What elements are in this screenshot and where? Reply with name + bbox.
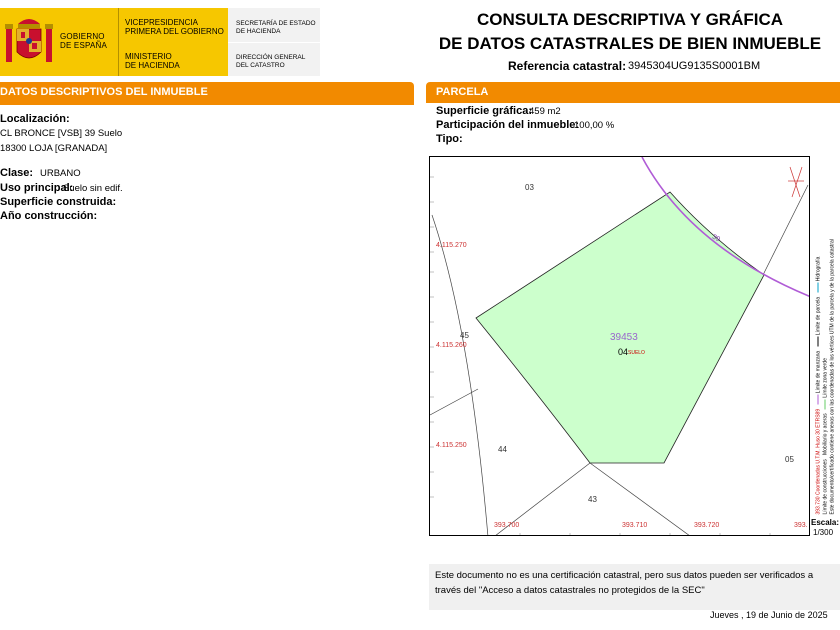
- inmueble-section-underline: [0, 102, 414, 105]
- government-header: [0, 8, 320, 76]
- document-title: CONSULTA DESCRIPTIVA Y GRÁFICA DE DATOS CATASTRALES DE BIEN INMUEBLE: [438, 10, 822, 53]
- parcela-section-underline: [426, 100, 840, 103]
- ministerio-text: MINISTERIO DE HACIENDA: [125, 52, 180, 70]
- neighbor-label: 05: [785, 455, 794, 464]
- header-right-panel: [228, 8, 320, 76]
- legend-item: Límite de manzana: [815, 350, 822, 394]
- coat-of-arms-icon: [4, 14, 54, 70]
- y-coordinate: 4.115.270: [436, 242, 467, 249]
- referencia-label: Referencia catastral:: [508, 59, 627, 73]
- referencia-value: 3945304UG9135S0001BM: [628, 60, 761, 72]
- header-right-divider: [228, 42, 320, 43]
- legend-item: Límite de construcciones: [822, 459, 829, 515]
- legend-item: Mobiliario y aceras: [822, 413, 829, 456]
- escala-label: Escala:: [811, 518, 840, 527]
- legend-item: Hidrografía: [815, 256, 822, 282]
- secretaria-text: SECRETARÍA DE ESTADO DE HACIENDA: [236, 20, 316, 35]
- x-coordinate: 393.700: [494, 522, 520, 529]
- uso-principal-value: Suelo sin edif.: [63, 183, 123, 194]
- legend-item: Límite de parcela: [815, 296, 822, 336]
- clase-label: Clase:: [0, 167, 34, 179]
- superficie-grafica-label: Superficie gráfica:: [436, 105, 532, 117]
- parcel-map: [429, 156, 810, 536]
- participacion-label: Participación del inmueble:: [436, 119, 580, 131]
- neighbor-label: 45: [460, 331, 469, 340]
- participacion-value: 100,00 %: [574, 120, 615, 131]
- document-date: Jueves , 19 de Junio de 2025: [710, 610, 828, 620]
- inmueble-section-header: DATOS DESCRIPTIVOS DEL INMUEBLE: [0, 82, 414, 102]
- map-legend: [812, 156, 840, 516]
- tipo-label: Tipo:: [436, 133, 463, 145]
- parcela-section-header: PARCELA: [426, 82, 840, 102]
- localizacion-line1: CL BRONCE [VSB] 39 Suelo: [0, 128, 123, 139]
- superficie-construida-label: Superficie construida:: [0, 196, 117, 208]
- anio-construccion-label: Año construcción:: [0, 210, 98, 222]
- vicepresidencia-text: VICEPRESIDENCIA PRIMERA DEL GOBIERNO: [125, 18, 224, 36]
- superficie-grafica-value: 459 m2: [529, 106, 561, 117]
- uso-principal-label: Uso principal:: [0, 182, 74, 194]
- legend-coords: 393.730 Coordenadas U.T.M. Huso 30 ETRS89: [815, 408, 822, 515]
- escala-value: 1/300: [813, 528, 834, 537]
- y-coordinate: 4.115.250: [436, 442, 467, 449]
- parcel-number: 39453: [610, 332, 638, 343]
- disclaimer-note: Este documento no es una certificación catastral, pero sus datos pueden ser verificados a través del "Acceso a datos catastrales no protegidos de la SEC": [429, 564, 840, 610]
- direccion-catastro-text: DIRECCIÓN GENERAL DEL CATASTRO: [236, 54, 306, 69]
- localizacion-line2: 18300 LOJA [GRANADA]: [0, 143, 108, 154]
- legend-item: Límite zona verde: [822, 358, 829, 398]
- neighbor-label: 44: [498, 445, 507, 454]
- y-coordinate: 4.115.260: [436, 342, 467, 349]
- neighbor-label: 43: [588, 495, 597, 504]
- parcel-tag: SUELO: [628, 350, 645, 356]
- localizacion-label: Localización:: [0, 113, 70, 125]
- legend-note: Este documento/certificado contiene anexos con las coordenadas de los vértices UTM de la parcela y de la parcela catastral: [829, 239, 836, 515]
- x-coordinate: 393.710: [622, 522, 648, 529]
- parcel-polygon: [476, 192, 764, 463]
- street-number: 39: [710, 233, 721, 244]
- x-coordinate: 393.720: [694, 522, 720, 529]
- parcel-sub-number: 04: [618, 347, 629, 357]
- neighbor-label: 03: [525, 183, 534, 192]
- gobierno-espana-text: GOBIERNO DE ESPAÑA: [60, 32, 107, 50]
- clase-value: URBANO: [40, 168, 81, 179]
- header-divider: [118, 8, 119, 76]
- x-coordinate: 393.: [794, 522, 808, 529]
